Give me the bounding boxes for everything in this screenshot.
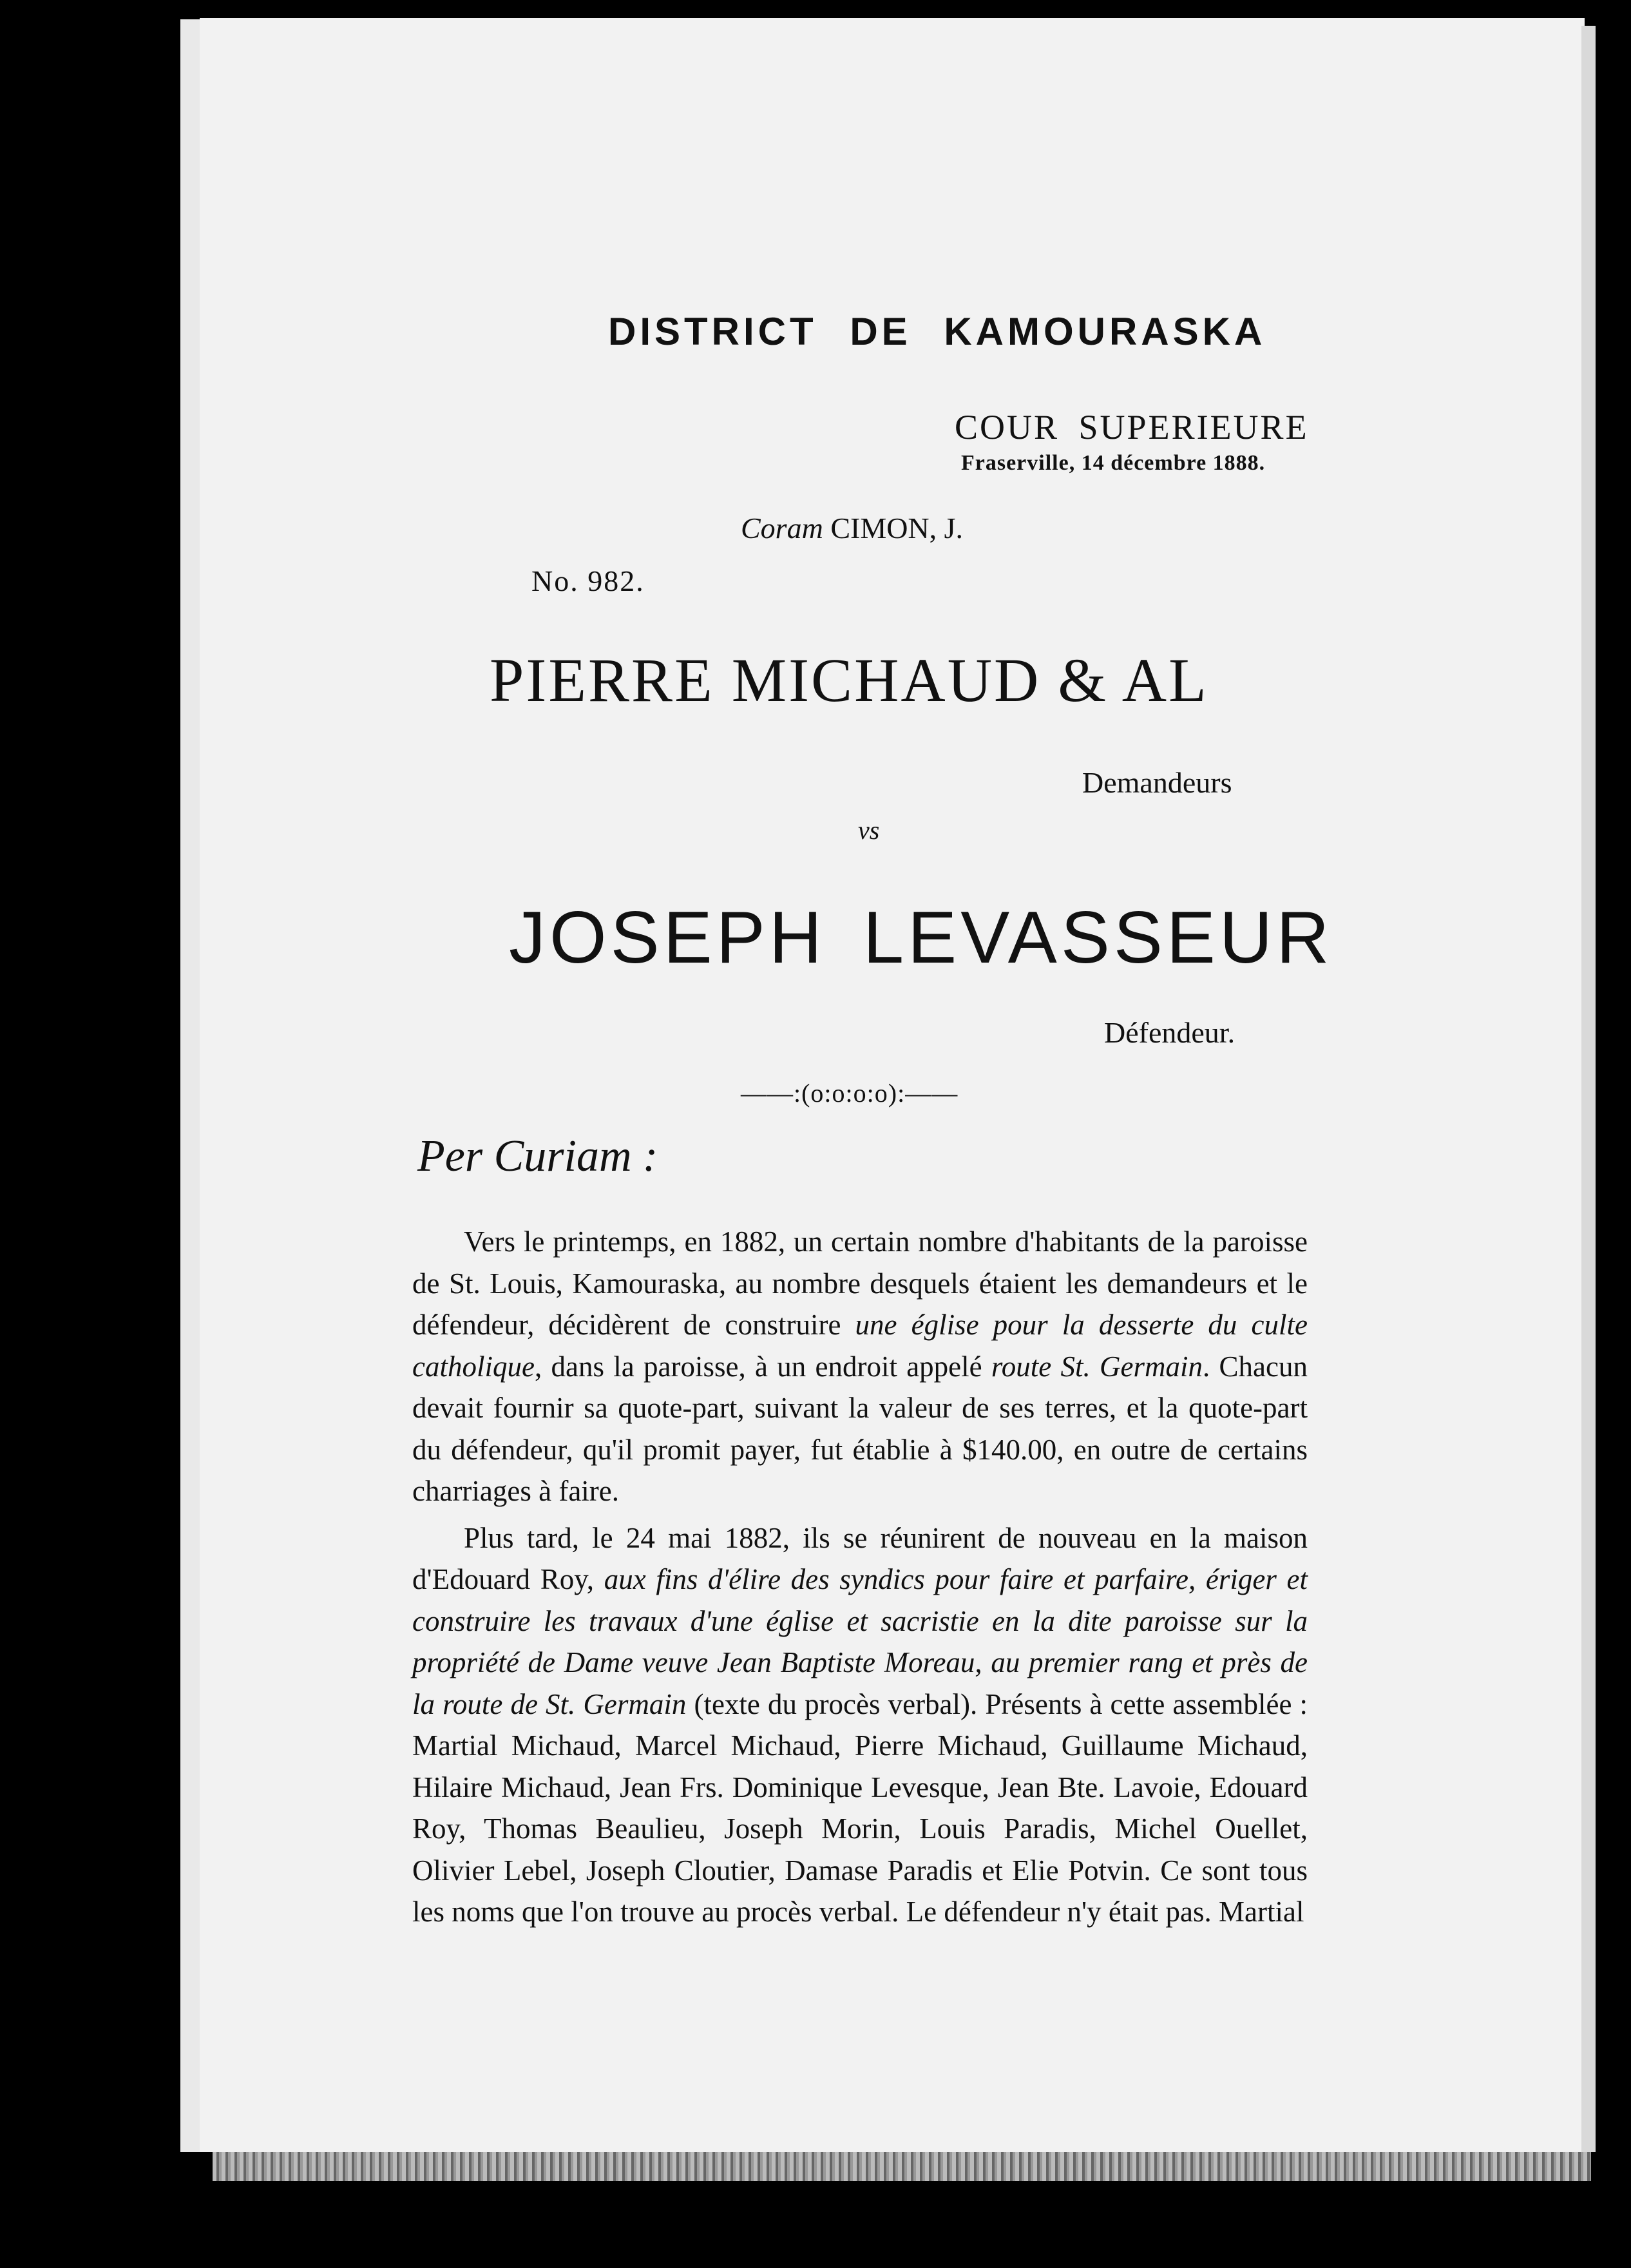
district-heading: DISTRICT DE KAMOURASKA [608,310,1266,353]
plaintiff-role: Demandeurs [1082,766,1232,799]
bottom-page-edge [213,2152,1591,2181]
paragraph-1-italic: une église pour la desserte du culte catholique [412,1309,1308,1383]
right-page-edge [1581,26,1596,2152]
coram-judge: CIMON, J. [830,512,964,544]
defendant-name: JOSEPH LEVASSEUR [509,897,1333,979]
paragraph-2-italic: aux fins d'élire des syndics pour faire et parfaire, ériger et construire les travaux d'une église et sacristie en la dite paroisse sur la propriété de Dame veuve Jean Baptiste Moreau, au premier rang et près de la route de St. Germain [412,1563,1308,1720]
place-date: Fraserville, 14 décembre 1888. [961,451,1266,475]
defendant-role: Défendeur. [1104,1016,1235,1049]
coram-line [741,511,963,545]
opinion-body [412,1221,1308,1933]
scan-background-left [0,0,190,2268]
opinion-heading: Per Curiam : [417,1131,658,1181]
left-page-edge [180,19,200,2152]
paragraph-1-text: , dans la paroisse, à un endroit appelé [534,1350,991,1383]
paragraph-1 [412,1221,1308,1512]
case-number: No. 982. [531,564,645,597]
coram-prefix: Coram [741,512,823,544]
paragraph-2 [412,1517,1308,1933]
section-divider: ——:(o:o:o:o):—— [741,1079,959,1108]
paragraph-2-text: Plus tard, le 24 mai 1882, ils se réunirent de nouveau en la maison d'Edouard Roy, [412,1521,1308,1595]
versus-label: vs [858,816,880,845]
paragraph-2-text: (texte du procès verbal). Présents à cette assemblée : Martial Michaud, Marcel Michaud, Pierre Michaud, Guillaume Michaud, Hilaire Michaud, Jean Frs. Dominique Levesque, Jean Bte. Lavoie, Edouard Roy, Thomas Beaulieu, Joseph Morin, Louis Paradis, Michel Ouellet, Olivier Lebel, Joseph Cloutier, Damase Paradis et Elie Potvin. Ce sont tous les noms que l'on trouve au procès verbal. Le défendeur n'y était pas. Martial [412,1687,1308,1928]
court-name: COUR SUPERIEURE [955,408,1309,447]
paragraph-1-italic: route St. Germain [991,1350,1203,1383]
paragraph-1-text: Vers le printemps, en 1882, un certain nombre d'habitants de la paroisse de St. Louis, Kamouraska, au nombre desquels étaient les demandeurs et le défendeur, décidèrent de construire [412,1225,1308,1341]
paragraph-1-text: . Chacun devait fournir sa quote-part, suivant la valeur de ses terres, et la quote-part du défendeur, qu'il promit payer, fut établie à $140.00, en outre de certains charriages à faire. [412,1350,1308,1507]
plaintiff-name: PIERRE MICHAUD & AL [490,646,1208,715]
